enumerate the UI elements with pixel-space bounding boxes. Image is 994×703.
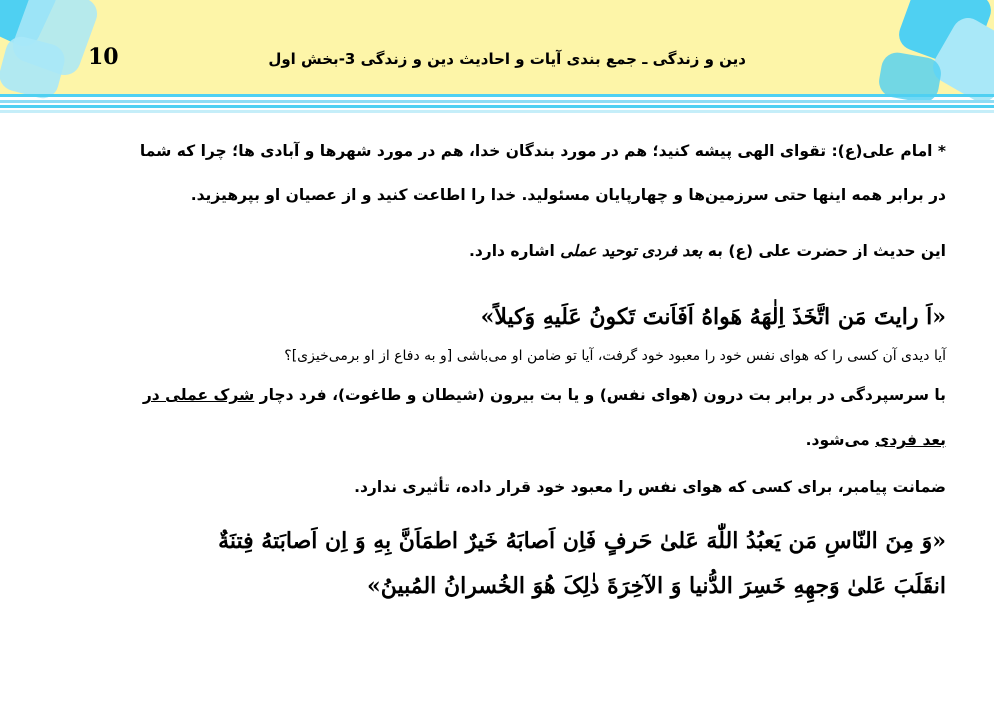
- verse-1-translation: آیا دیدی آن کسی را که هوای نفس خود را معبود خود گرفت، آیا تو ضامن او می‌باشی [و به دفاع از او برمی‌خیزی]؟: [284, 348, 946, 364]
- explanation-line-2: [806, 431, 946, 449]
- hadith-note: [469, 242, 946, 260]
- page-number: 10: [88, 44, 119, 70]
- note-suffix: اشاره دارد.: [468, 242, 561, 260]
- note-prefix: این حدیث از حضرت علی (ع) به: [702, 242, 946, 260]
- explanation-text: با سرسپردگی در برابر بت درون (هوای نفس) و یا بت بیرون (شیطان و طاغوت)، فرد دچار: [254, 386, 946, 404]
- explanation-line-1: [143, 386, 946, 404]
- verse-1: «اَ رایتَ مَن اتَّخَذَ اِلٰهَهُ هَواهُ اَفَاَنتَ تَکونُ عَلَیهِ وَکیلاً»: [480, 304, 946, 330]
- header-stripes: [0, 94, 994, 116]
- explanation-term: شرک عملی در: [142, 386, 255, 404]
- hadith-line-1: * امام علی(ع): تقوای الهی پیشه کنید؛ هم در مورد بندگان خدا، هم در مورد شهرها و آبادی ها؛ چرا که شما: [139, 142, 946, 160]
- note-term: بعد فردی توحید عملی: [560, 242, 703, 260]
- header-title: دین و زندگی ـ جمع بندی آیات و احادیث دین و زندگی 3-بخش اول: [268, 50, 746, 68]
- explanation-term-2: بعد فردی: [875, 431, 946, 449]
- page-header: [0, 0, 994, 118]
- explanation-text-2: می‌شود.: [805, 431, 876, 449]
- hadith-line-2: در برابر همه اینها حتی سرزمین‌ها و چهارپایان مسئولید. خدا را اطاعت کنید و از عصیان او بپرهیزید.: [190, 186, 946, 204]
- verse-2-line-2: انقَلَبَ عَلیٰ وَجهِهِ خَسِرَ الدُّنیا وَ الآخِرَةَ ذٰلِکَ هُوَ الخُسرانُ المُبینُ»: [366, 573, 946, 599]
- verse-2-line-1: «وَ مِنَ النّاسِ مَن یَعبُدُ اللّٰهَ عَلیٰ حَرفٍ فَاِن اَصابَهُ خَیرٌ اطمَاَنَّ بِهِ وَ اِن اَصابَتهُ فِتنَةٌ: [218, 528, 946, 554]
- guarantee-note: ضمانت پیامبر، برای کسی که هوای نفس را معبود خود قرار داده، تأثیری ندارد.: [354, 478, 946, 496]
- header-background: [0, 0, 994, 95]
